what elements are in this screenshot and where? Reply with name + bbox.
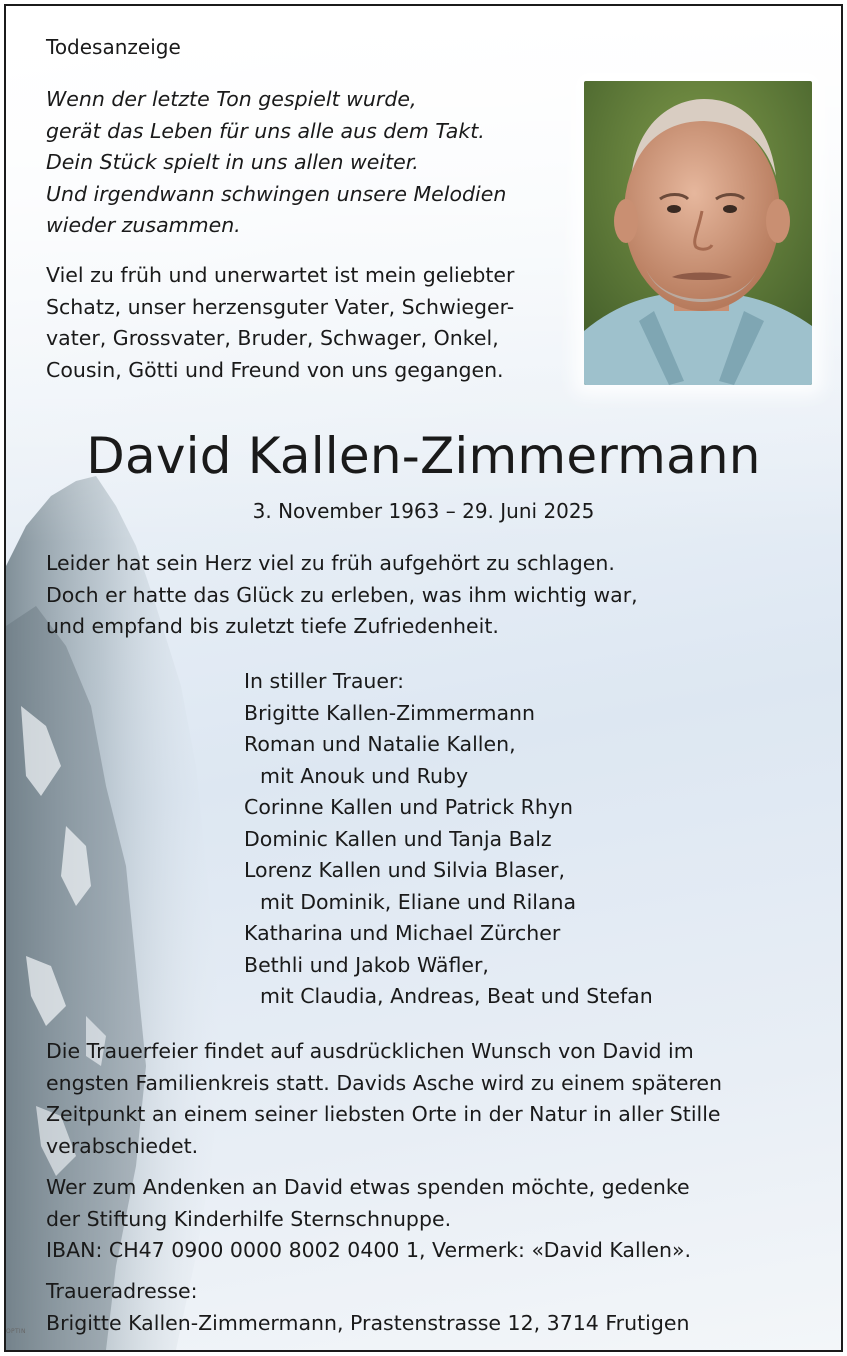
- mourner-children: mit Dominik, Eliane und Rilana: [260, 889, 577, 914]
- donation-line: Wer zum Andenken an David etwas spenden möchte, gedenke: [46, 1175, 690, 1199]
- poem: [46, 84, 566, 242]
- life-dates: 3. November 1963 – 29. Juni 2025: [252, 499, 595, 523]
- obituary-frame: [4, 4, 843, 1352]
- address-heading: Traueradresse:: [46, 1279, 198, 1303]
- footer-mark: OPTIN: [6, 1328, 26, 1335]
- portrait-photo: [584, 81, 812, 385]
- deceased-name: David Kallen-Zimmermann: [86, 427, 761, 485]
- notice-heading: Todesanzeige: [46, 35, 181, 59]
- intro-line: Cousin, Götti und Freund von uns gegangen.: [46, 357, 504, 382]
- mourner-entry: Roman und Natalie Kallen,: [244, 732, 516, 756]
- mourner-entry: Brigitte Kallen-Zimmermann: [244, 700, 536, 725]
- address-line: Brigitte Kallen-Zimmermann, Prastenstrasse 12, 3714 Frutigen: [46, 1310, 690, 1335]
- mourner-entry: Corinne Kallen und Patrick Rhyn: [244, 795, 573, 819]
- poem-line: gerät das Leben für uns alle aus dem Takt.: [46, 118, 485, 143]
- donation-text: [46, 1172, 806, 1267]
- mourner-entry: Lorenz Kallen und Silvia Blaser,: [244, 858, 566, 882]
- mourner-entry: Dominic Kallen und Tanja Balz: [244, 826, 552, 851]
- poem-line: Wenn der letzte Ton gespielt wurde,: [46, 87, 417, 111]
- ceremony-text: [46, 1036, 806, 1162]
- mourners-list: [244, 666, 764, 1013]
- message-line: Doch er hatte das Glück zu erleben, was ihm wichtig war,: [46, 582, 638, 607]
- message-line: Leider hat sein Herz viel zu früh aufgehört zu schlagen.: [46, 551, 615, 575]
- donation-line: der Stiftung Kinderhilfe Sternschnuppe.: [46, 1206, 452, 1231]
- poem-line: Und irgendwann schwingen unsere Melodien: [46, 181, 507, 206]
- message-line: und empfand bis zuletzt tiefe Zufriedenheit.: [46, 614, 499, 638]
- ceremony-line: Zeitpunkt an einem seiner liebsten Orte in der Natur in aller Stille: [46, 1102, 721, 1126]
- mourners-heading: In stiller Trauer:: [244, 669, 404, 693]
- intro-text: [46, 260, 586, 386]
- ceremony-line: Die Trauerfeier findet auf ausdrücklichen Wunsch von David im: [46, 1039, 694, 1063]
- condolence-message: [46, 548, 746, 643]
- poem-line: Dein Stück spielt in uns allen weiter.: [46, 150, 419, 174]
- intro-line: Viel zu früh und unerwartet ist mein geliebter: [46, 263, 515, 287]
- intro-line: Schatz, unser herzensguter Vater, Schwieger-: [46, 294, 515, 319]
- mourning-address: [46, 1276, 806, 1339]
- mourner-entry: Bethli und Jakob Wäfler,: [244, 952, 489, 977]
- ceremony-line: engsten Familienkreis statt. Davids Asche wird zu einem späteren: [46, 1070, 723, 1095]
- ceremony-line: verabschiedet.: [46, 1133, 199, 1158]
- donation-iban: IBAN: CH47 0900 0000 8002 0400 1, Vermerk: «David Kallen».: [46, 1238, 692, 1262]
- mourner-children: mit Claudia, Andreas, Beat und Stefan: [260, 984, 653, 1008]
- mourner-entry: Katharina und Michael Zürcher: [244, 921, 561, 945]
- mourner-children: mit Anouk und Ruby: [260, 763, 469, 788]
- intro-line: vater, Grossvater, Bruder, Schwager, Onkel,: [46, 326, 499, 350]
- poem-line: wieder zusammen.: [46, 213, 241, 237]
